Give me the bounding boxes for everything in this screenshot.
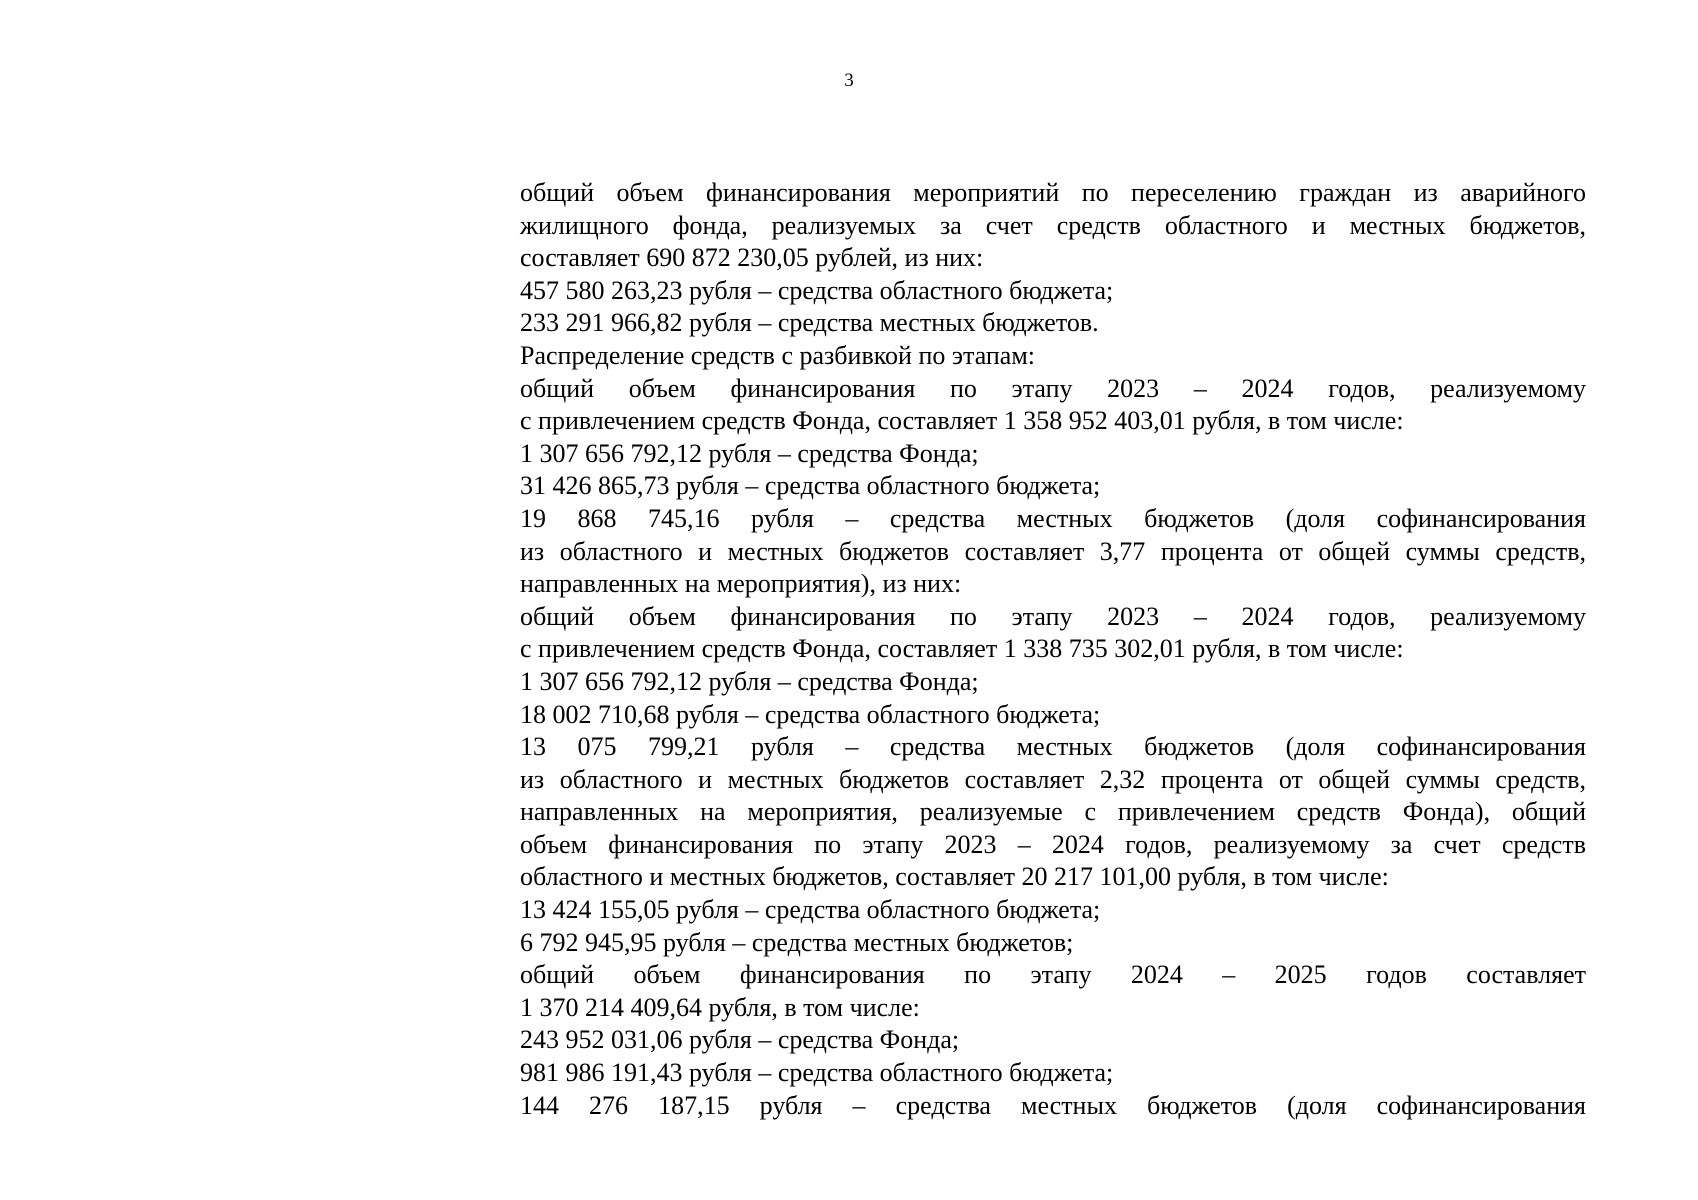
text-line: областного и местных бюджетов, составляет 20 217 101,00 рубля, в том числе: xyxy=(520,862,1389,892)
text-line: 18 002 710,68 рубля – средства областного бюджета; xyxy=(520,699,1101,729)
text-line: 13 424 155,05 рубля – средства областного бюджета; xyxy=(520,895,1101,925)
text-line: общий объем финансирования по этапу 2024 – 2025 годов составляет xyxy=(520,960,1586,990)
text-line: 1 370 214 409,64 рубля, в том числе: xyxy=(520,992,920,1022)
text-line: 1 307 656 792,12 рубля – средства Фонда; xyxy=(520,438,979,468)
text-line: из областного и местных бюджетов составляет 2,32 процента от общей суммы средств, xyxy=(520,764,1586,794)
text-line: жилищного фонда, реализуемых за счет средств областного и местных бюджетов, xyxy=(520,210,1586,240)
text-line: с привлечением средств Фонда, составляет 1 338 735 302,01 рубля, в том числе: xyxy=(520,634,1404,664)
document-body xyxy=(520,177,1586,1122)
text-line: направленных на мероприятия, реализуемые с привлечением средств Фонда), общий xyxy=(520,797,1586,827)
text-line: объем финансирования по этапу 2023 – 2024 годов, реализуемому за счет средств xyxy=(520,829,1586,859)
text-line: 243 952 031,06 рубля – средства Фонда; xyxy=(520,1025,960,1055)
text-line: 144 276 187,15 рубля – средства местных бюджетов (доля софинансирования xyxy=(520,1090,1586,1120)
text-line: 233 291 966,82 рубля – средства местных бюджетов. xyxy=(520,308,1099,338)
text-line: Распределение средств с разбивкой по этапам: xyxy=(520,340,1036,370)
text-line: 19 868 745,16 рубля – средства местных бюджетов (доля софинансирования xyxy=(520,503,1586,533)
text-line: 31 426 865,73 рубля – средства областного бюджета; xyxy=(520,471,1101,501)
text-line: направленных на мероприятия), из них: xyxy=(520,569,962,599)
text-line: с привлечением средств Фонда, составляет 1 358 952 403,01 рубля, в том числе: xyxy=(520,406,1404,436)
text-line: общий объем финансирования мероприятий по переселению граждан из аварийного xyxy=(520,178,1586,207)
text-line: 981 986 191,43 рубля – средства областного бюджета; xyxy=(520,1058,1114,1088)
text-line: общий объем финансирования по этапу 2023 – 2024 годов, реализуемому xyxy=(520,601,1586,631)
text-line: 13 075 799,21 рубля – средства местных бюджетов (доля софинансирования xyxy=(520,732,1586,762)
text-line: из областного и местных бюджетов составляет 3,77 процента от общей суммы средств, xyxy=(520,536,1586,566)
text-line: общий объем финансирования по этапу 2023 – 2024 годов, реализуемому xyxy=(520,373,1586,403)
text-line: составляет 690 872 230,05 рублей, из них: xyxy=(520,243,984,273)
text-line: 6 792 945,95 рубля – средства местных бюджетов; xyxy=(520,927,1074,957)
page-number: 3 xyxy=(844,70,854,91)
text-line: 1 307 656 792,12 рубля – средства Фонда; xyxy=(520,666,979,696)
text-line: 457 580 263,23 рубля – средства областного бюджета; xyxy=(520,275,1114,305)
